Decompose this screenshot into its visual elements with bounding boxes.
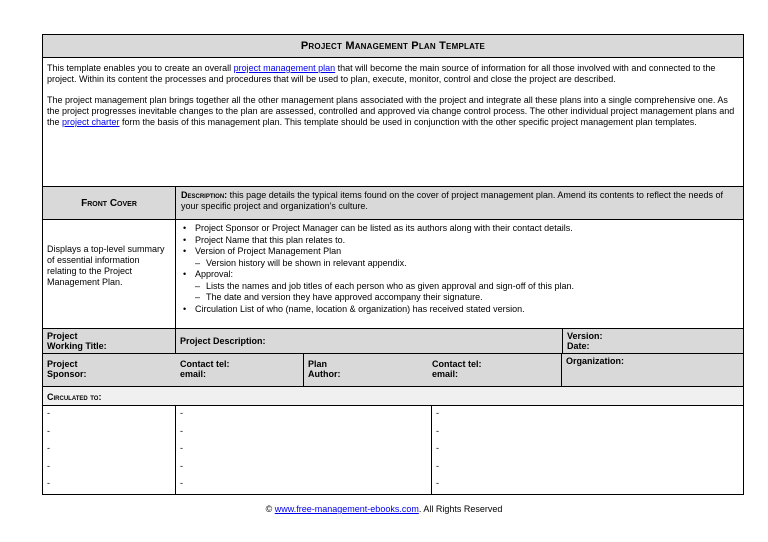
website-link[interactable]: www.free-management-ebooks.com bbox=[274, 504, 419, 514]
circulation-column-2 bbox=[176, 406, 432, 494]
circulation-entry[interactable]: - bbox=[180, 408, 183, 418]
circulation-entry[interactable]: - bbox=[436, 478, 439, 488]
rights-text: . All Rights Reserved bbox=[418, 504, 503, 514]
circulation-list bbox=[43, 406, 743, 494]
circulation-column-3 bbox=[432, 406, 743, 494]
organization-field[interactable]: Organization: bbox=[566, 356, 624, 366]
circulation-entry[interactable]: - bbox=[180, 443, 183, 453]
sponsor-row bbox=[43, 354, 743, 386]
front-cover-description bbox=[176, 187, 743, 219]
project-management-plan-link[interactable]: project management plan bbox=[233, 63, 336, 73]
description-label: Description: bbox=[181, 190, 228, 200]
circulation-entry[interactable]: - bbox=[180, 478, 183, 488]
circulation-entry[interactable]: - bbox=[436, 408, 439, 418]
description-text: this page details the typical items found on the cover of project management plan. Amend its contents to reflect the needs of your specific project and organization’s culture. bbox=[181, 190, 723, 211]
list-item: • Version of Project Management Plan bbox=[180, 246, 739, 258]
version-date-field[interactable]: Version: Date: bbox=[567, 331, 603, 351]
circulation-column-1 bbox=[43, 406, 176, 494]
list-item: • Circulation List of who (name, location & organization) has received stated version. bbox=[180, 304, 739, 316]
intro-paragraph-2 bbox=[47, 95, 739, 128]
sponsor-contact-field[interactable]: Contact tel: email: bbox=[176, 354, 304, 386]
author-contact-field[interactable]: Contact tel: email: bbox=[428, 354, 562, 386]
project-description-field[interactable]: Project Description: bbox=[176, 329, 563, 353]
intro-section bbox=[43, 58, 743, 187]
project-working-title-field[interactable]: Project Working Title: bbox=[43, 329, 176, 353]
front-cover-items bbox=[176, 220, 743, 328]
circulated-to-header: Circulated to: bbox=[43, 386, 743, 406]
title-row bbox=[43, 329, 743, 354]
project-management-plan-template bbox=[42, 34, 744, 495]
intro-text: The project management plan brings together all the other management plans associated with the project and integrate all these plans into a single comprehensive one. As the project progresses inevitable changes to the plan are assessed, controlled and approved via change control process. The other individual project management plans and the bbox=[47, 95, 735, 127]
front-cover-label: Front Cover bbox=[43, 187, 176, 219]
list-item: – Lists the names and job titles of each person who as given approval and sign-off of this plan. bbox=[180, 281, 739, 293]
intro-text: that will become the main source of information for all those involved with and connected to the project. Within its content the processes and procedures that will be used to plan, execute, monitor, control and close the project are described. bbox=[47, 63, 716, 84]
project-sponsor-field[interactable]: Project Sponsor: bbox=[47, 359, 87, 379]
circulation-entry[interactable]: - bbox=[47, 425, 50, 436]
page-title: Project Management Plan Template bbox=[43, 35, 743, 58]
circulation-entry[interactable]: - bbox=[47, 443, 50, 453]
footer bbox=[0, 504, 768, 514]
intro-text: form the basis of this management plan. This template should be used in conjunction with the other specific project management plan templates. bbox=[119, 117, 697, 127]
front-cover-header-row bbox=[43, 187, 743, 220]
list-item: – Version history will be shown in relevant appendix. bbox=[180, 258, 739, 270]
intro-text: This template enables you to create an overall bbox=[47, 63, 234, 73]
list-item: • Project Name that this plan relates to. bbox=[180, 235, 739, 247]
circulation-entry[interactable]: - bbox=[436, 443, 439, 453]
list-item: • Approval: bbox=[180, 269, 739, 281]
circulation-entry[interactable]: - bbox=[436, 460, 439, 471]
circulation-entry[interactable]: - bbox=[47, 460, 50, 471]
circulation-entry[interactable]: - bbox=[180, 460, 183, 471]
list-item: – The date and version they have approved accompany their signature. bbox=[180, 292, 739, 304]
front-cover-content-row bbox=[43, 220, 743, 329]
circulation-entry[interactable]: - bbox=[47, 408, 50, 418]
circulation-entry[interactable]: - bbox=[180, 425, 183, 436]
intro-paragraph-1 bbox=[47, 63, 739, 85]
front-cover-summary: Displays a top-level summary of essential information relating to the Project Management Plan. bbox=[43, 220, 176, 328]
list-item: • Project Sponsor or Project Manager can be listed as its authors along with their contact details. bbox=[180, 223, 739, 235]
copyright-symbol: © bbox=[265, 504, 275, 514]
project-charter-link[interactable]: project charter bbox=[62, 117, 120, 127]
plan-author-field[interactable]: Plan Author: bbox=[308, 359, 341, 379]
circulation-entry[interactable]: - bbox=[47, 478, 50, 488]
circulation-entry[interactable]: - bbox=[436, 425, 439, 436]
